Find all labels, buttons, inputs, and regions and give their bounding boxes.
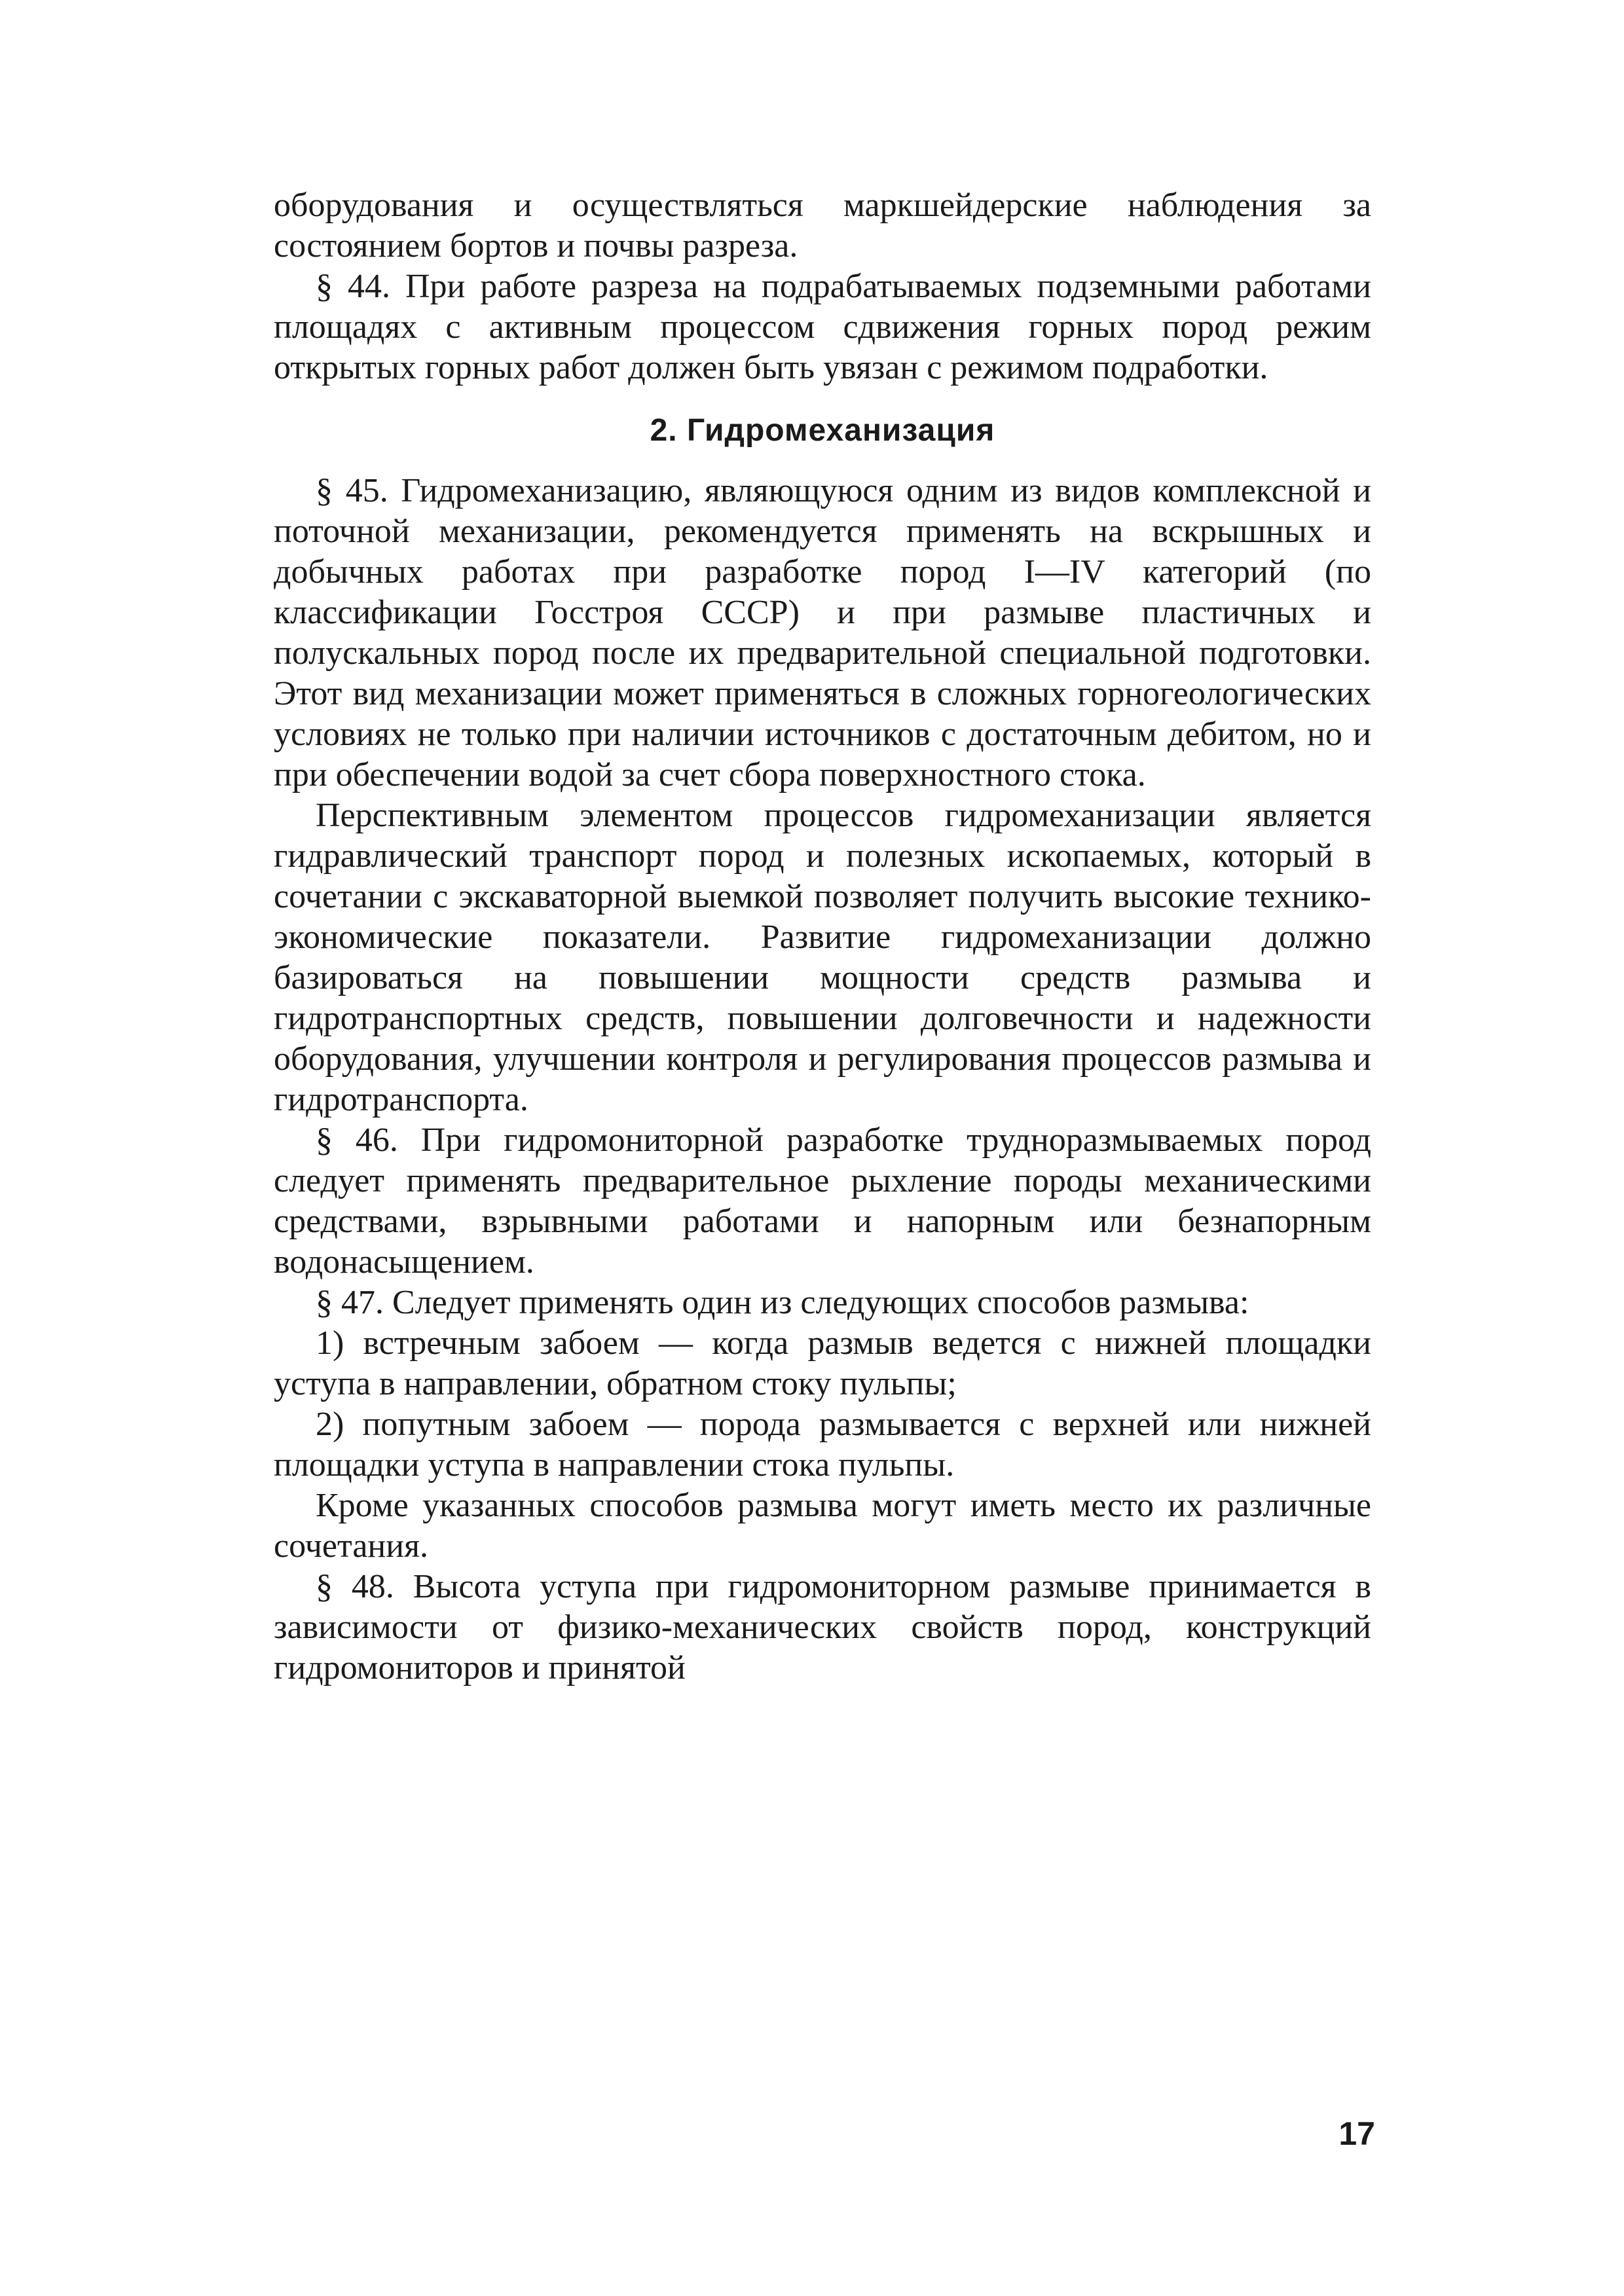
continuation-paragraph: оборудования и осуществляться маркшейдерские наблюдения за состоянием бортов и почвы разреза. [274,187,1371,264]
page-number: 17 [1338,2115,1375,2152]
paragraph-44: § 44. При работе разреза на подрабатываемых подземными работами площадях с активным процессом сдвижения горных пород режим открытых горных работ должен быть увязан с режимом подработки. [274,268,1371,386]
section-heading: 2. Гидромеханизация [650,413,995,448]
page-text-block [274,185,1371,1688]
paragraph-47-item-1: 1) встречным забоем — когда размыв ведется с нижней площадки уступа в направлении, обратном стоку пульпы; [274,1324,1371,1402]
paragraph-47-item-2: 2) попутным забоем — порода размывается с верхней или нижней площадки уступа в направлении стока пульпы. [274,1406,1371,1484]
paragraph-45: § 45. Гидромеханизацию, являющуюся одним из видов комплексной и поточной механизации, рекомендуется применять на вскрышных и добычных работах при разработке пород I—IV категорий (по классификации Госстроя СССР) и при размыве пластичных и полускальных пород после их предварительной специальной подготовки. Этот вид механизации может применяться в сложных горногеологических условиях не только при наличии источников с достаточным дебитом, но и при обеспечении водой за счет сбора поверхностного стока. [274,472,1371,793]
paragraph-46: § 46. При гидромониторной разработке трудноразмываемых пород следует применять предварительное рыхление породы механическими средствами, взрывными работами и напорным или безнапорным водонасыщением. [274,1121,1371,1281]
paragraph-48: § 48. Высота уступа при гидромониторном размыве принимается в зависимости от физико-механических свойств пород, конструкций гидромониторов и принятой [274,1568,1371,1686]
paragraph-47: § 47. Следует применять один из следующих способов размыва: [316,1284,1249,1321]
paragraph-47-note: Кроме указанных способов размыва могут иметь место их различные сочетания. [274,1487,1371,1565]
paragraph-45-continued: Перспективным элементом процессов гидромеханизации является гидравлический транспорт пород и полезных ископаемых, который в сочетании с экскаваторной выемкой позволяет получить высокие технико-экономические показатели. Развитие гидромеханизации должно базироваться на повышении мощности средств размыва и гидротранспортных средств, повышении долговечности и надежности оборудования, улучшении контроля и регулирования процессов размыва и гидротранспорта. [274,797,1371,1118]
